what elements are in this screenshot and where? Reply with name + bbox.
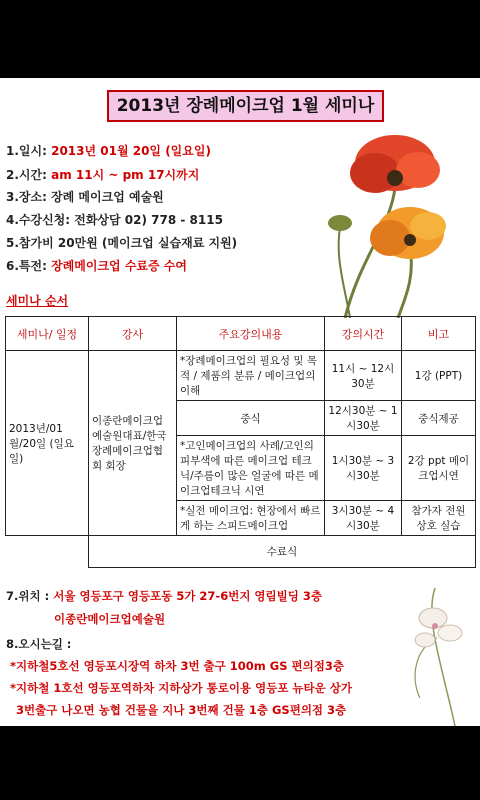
info-time xyxy=(6,166,199,183)
table-header-cell: 비고 xyxy=(402,317,476,351)
directions-line-3: 3번출구 나오면 농협 건물을 지나 3번째 건물 1층 GS편의점 3층 xyxy=(16,703,347,717)
info-fee: 5.참가비 20만원 (메이크업 실습재료 지원) xyxy=(6,236,238,250)
poppy-flower-illustration xyxy=(300,118,475,318)
content-cell: *실전 메이크업: 현장에서 빠르게 하는 스피드메이크업 xyxy=(177,501,325,536)
seminar-order-heading: 세미나 순서 xyxy=(6,294,69,308)
schedule-table xyxy=(5,316,476,568)
closing-cell: 수료식 xyxy=(89,536,476,568)
table-row xyxy=(6,351,476,401)
table-header-cell: 세미나/ 일정 xyxy=(6,317,89,351)
time-cell: 11시 ~ 12시30분 xyxy=(325,351,402,401)
document-page xyxy=(0,78,480,726)
directions-line-2: *지하철 1호선 영등포역하차 지하상가 통로이용 영등포 뉴타운 상가 xyxy=(10,681,352,695)
note-cell: 중식제공 xyxy=(402,401,476,436)
info-date xyxy=(6,142,211,159)
note-cell: 참가자 전원 상호 실습 xyxy=(402,501,476,536)
table-header-row xyxy=(6,317,476,351)
directions-label: 8.오시는길 : xyxy=(6,637,72,651)
note-cell: 1강 (PPT) xyxy=(402,351,476,401)
page-title: 2013년 장례메이크업 1월 세미나 xyxy=(107,90,384,122)
info-place: 3.장소: 장례 메이크업 예술원 xyxy=(6,190,164,204)
instructor-cell: 이종란메이크업예술원대표/한국장례메이크업협회 회장 xyxy=(89,351,177,536)
table-header-cell: 강사 xyxy=(89,317,177,351)
seminar-date: 2013년/01월/20일 (일요일) xyxy=(9,422,74,465)
info-special xyxy=(6,257,187,274)
time-cell: 1시30분 ~ 3시30분 xyxy=(325,436,402,501)
note-cell: 2강 ppt 메이크업시연 xyxy=(402,436,476,501)
time-cell: 3시30분 ~ 4시30분 xyxy=(325,501,402,536)
content-cell: *고인메이크업의 사례/고인의 피부색에 따른 메이크업 테크닉/주름이 많은 얼굴에 따른 메이크업테크닉 시연 xyxy=(177,436,325,501)
special-value: 장례메이크업 수료증 수여 xyxy=(51,259,187,273)
location-label: 7.위치 : xyxy=(6,589,50,603)
special-label: 6.특전: xyxy=(6,259,47,273)
time-label: 2.시간: xyxy=(6,168,47,182)
location-address: 서울 영등포구 영등포동 5가 27-6번지 영림빌딩 3층 xyxy=(53,589,322,603)
date-label: 1.일시: xyxy=(6,144,47,158)
table-row xyxy=(6,536,476,568)
seminar-date-cell xyxy=(6,351,89,536)
table-header-cell: 주요강의내용 xyxy=(177,317,325,351)
time-value: am 11시 ~ pm 17시까지 xyxy=(51,168,200,182)
info-apply: 4.수강신청: 전화상담 02) 778 - 8115 xyxy=(6,213,223,227)
content-cell: *장례메이크업의 필요성 및 목적 / 제품의 분류 / 메이크업의 이해 xyxy=(177,351,325,401)
time-cell: 12시30분 ~ 1시30분 xyxy=(325,401,402,436)
table-header-cell: 강의시간 xyxy=(325,317,402,351)
date-value: 2013년 01월 20일 (일요일) xyxy=(51,144,211,158)
lily-flower-illustration xyxy=(395,578,480,726)
location-line xyxy=(6,588,322,604)
location-name: 이종란메이크업예술원 xyxy=(54,612,166,626)
content-cell: 중식 xyxy=(177,401,325,436)
directions-line-1: *지하철5호선 영등포시장역 하차 3번 출구 100m GS 편의점3층 xyxy=(10,659,344,673)
